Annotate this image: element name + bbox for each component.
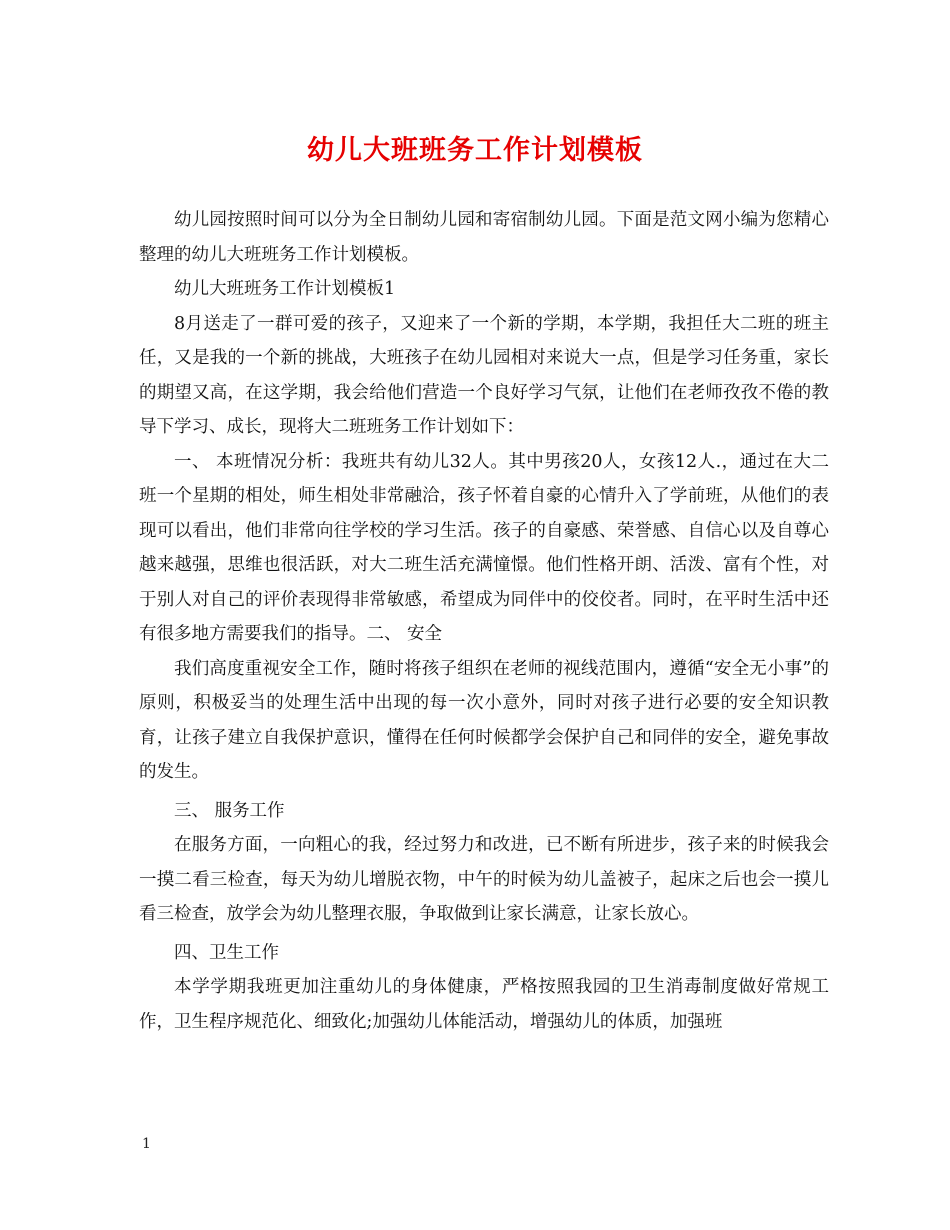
heading-service: 三、 服务工作 xyxy=(174,800,285,821)
paragraph-intro: 幼儿园按照时间可以分为全日制幼儿园和寄宿制幼儿园。下面是范文网小编为您精心整理的幼儿大班班务工作计划模板。 xyxy=(139,210,829,265)
paragraph-hygiene: 本学学期我班更加注重幼儿的身体健康，严格按照我园的卫生消毒制度做好常规工作，卫生程序规范化、细致化;加强幼儿体能活动，增强幼儿的体质，加强班 xyxy=(139,977,829,1032)
paragraph-opening: 8月送走了一群可爱的孩子，又迎来了一个新的学期，本学期，我担任大二班的班主任，又是我的一个新的挑战，大班孩子在幼儿园相对来说大一点，但是学习任务重，家长的期望又高，在这学期，我会给他们营造一个良好学习气氛，让他们在老师孜孜不倦的教导下学习、成长，现将大二班班务工作计划如下： xyxy=(139,313,829,437)
paragraph-class-analysis: 一、 本班情况分析：我班共有幼儿32人。其中男孩20人，女孩12人.，通过在大二班一个星期的相处，师生相处非常融洽，孩子怀着自豪的心情升入了学前班，从他们的表现可以看出，他们非常向往学校的学习生活。孩子的自豪感、荣誉感、自信心以及自尊心越来越强，思维也很活跃，对大二班生活充满憧憬。他们性格开朗、活泼、富有个性，对于别人对自己的评价表现得非常敏感，希望成为同伴中的佼佼者。同时，在平时生活中还有很多地方需要我们的指导。二、 安全 xyxy=(139,451,829,644)
document-body xyxy=(139,203,829,1039)
page-number: 1 xyxy=(142,1136,151,1152)
paragraph-subtitle: 幼儿大班班务工作计划模板1 xyxy=(174,279,396,299)
heading-hygiene: 四、卫生工作 xyxy=(174,942,279,963)
document-title: 幼儿大班班务工作计划模板 xyxy=(307,135,643,166)
paragraph-safety: 我们高度重视安全工作，随时将孩子组织在老师的视线范围内，遵循“安全无小事”的原则，积极妥当的处理生活中出现的每一次小意外，同时对孩子进行必要的安全知识教育，让孩子建立自我保护意识，懂得在任何时候都学会保护自己和同伴的安全，避免事故的发生。 xyxy=(139,658,829,782)
paragraph-service: 在服务方面，一向粗心的我，经过努力和改进，已不断有所进步，孩子来的时候我会一摸二看三检查，每天为幼儿增脱衣物，中午的时候为幼儿盖被子，起床之后也会一摸儿看三检查，放学会为幼儿整理衣服，争取做到让家长满意，让家长放心。 xyxy=(139,835,829,924)
